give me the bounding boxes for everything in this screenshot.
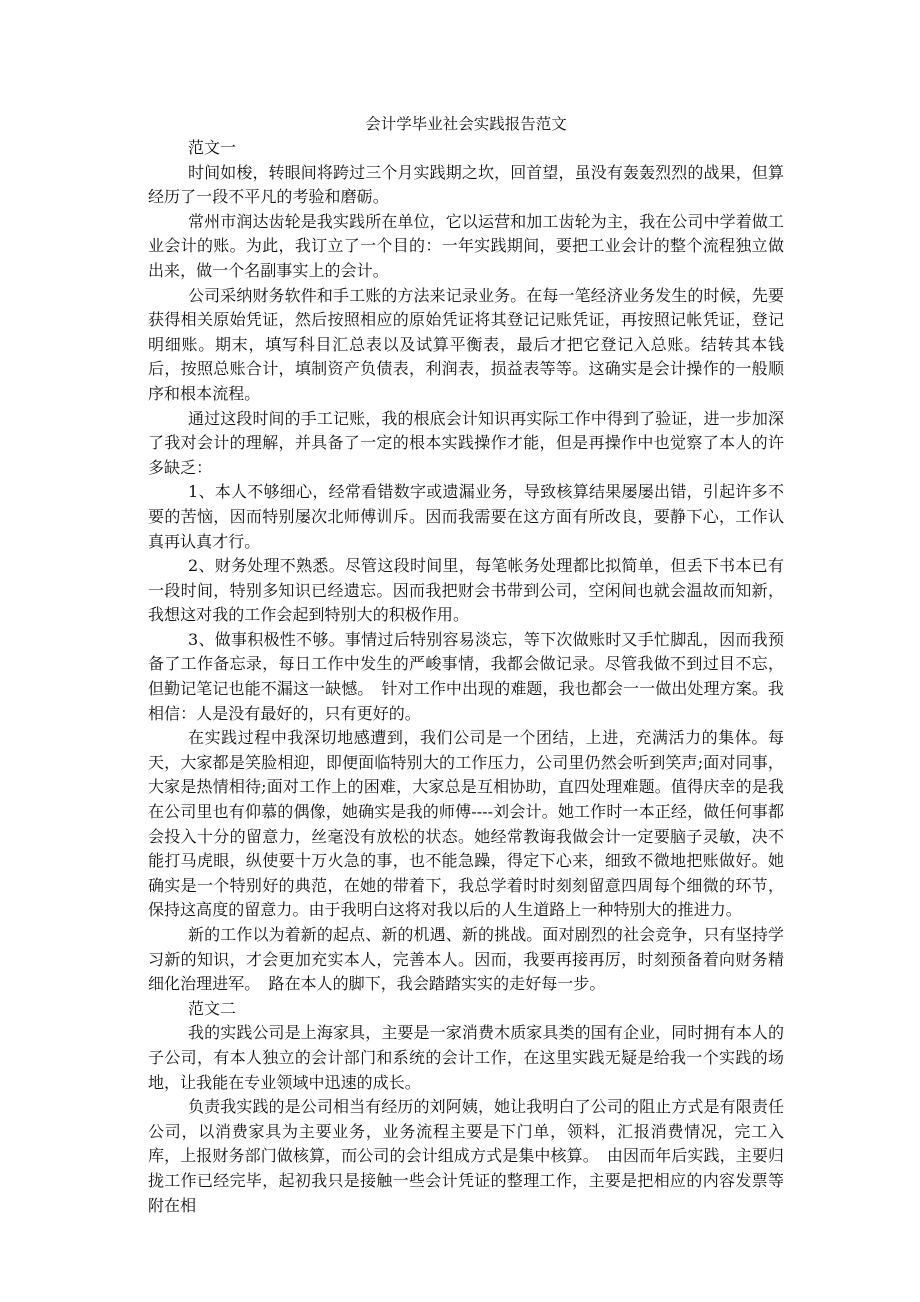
paragraph: 我的实践公司是上海家具，主要是一家消费木质家具类的国有企业，同时拥有本人的子公司，有本人独立的会计部门和系统的会计工作，在这里实践无疑是给我一个实践的场地，让我能在专业领域中迅速的成长。 xyxy=(148,1023,784,1092)
list-item-paragraph: 2、财务处理不熟悉。尽管这段时间里，每笔帐务处理都比拟简单，但丢下书本已有一段时间，特别多知识已经遗忘。因而我把财会书带到公司，空闲间也就会温故而知新，我想这对我的工作会起到特别大的积极作用。 xyxy=(148,556,784,625)
list-item-paragraph: 3、做事积极性不够。事情过后特别容易淡忘，等下次做账时又手忙脚乱，因而我预备了工作备忘录，每日工作中发生的严峻事情，我都会做记录。尽管我做不到过目不忘，但勤记笔记也能不漏这一缺憾。 针对工作中出现的难题，我也都会一一做出处理方案。我相信：人是没有最好的，只有更好的。 xyxy=(148,629,784,723)
paragraph: 公司采纳财务软件和手工账的方法来记录业务。在每一笔经济业务发生的时候，先要获得相关原始凭证，然后按照相应的原始凭证将其登记记账凭证，再按照记帐凭证，登记明细账。期末，填写科目汇总表以及试算平衡表，最后才把它登记入总账。结转其本钱后，按照总账合计，填制资产负债表，利润表，损益表等等。这确实是会计操作的一般顺序和根本流程。 xyxy=(148,285,784,403)
section-heading-2: 范文二 xyxy=(188,998,237,1018)
paragraph: 常州市润达齿轮是我实践所在单位，它以运营和加工齿轮为主，我在公司中学着做工业会计的账。为此，我订立了一个目的：一年实践期间，要把工业会计的整个流程独立做出来，做一个名副事实上的会计。 xyxy=(148,211,784,280)
paragraph: 在实践过程中我深切地感遭到，我们公司是一个团结，上进，充满活力的集体。每天，大家都是笑脸相迎，即便面临特别大的工作压力，公司里仍然会听到笑声;面对同事，大家是热情相待;面对工作上的困难，大家总是互相协助，直四处理难题。值得庆幸的是我在公司里也有仰慕的偶像，她确实是我的师傅----刘会计。她工作时一本正经，做任何事都会投入十分的留意力，丝毫没有放松的状态。她经常教诲我做会计一定要脑子灵敏，决不能打马虎眼，纵使要十万火急的事，也不能急躁，得定下心来，细致不微地把账做好。她确实是一个特别好的典范，在她的带着下，我总学着时时刻刻留意四周每个细微的环节，保持这高度的留意力。由于我明白这将对我以后的人生道路上一种特别大的推进力。 xyxy=(148,728,784,920)
paragraph: 负责我实践的是公司相当有经历的刘阿姨，她让我明白了公司的阻止方式是有限责任公司，以消费家具为主要业务，业务流程主要是下门单，领料，汇报消费情况，完工入库，上报财务部门做核算，而公司的会计组成方式是集中核算。 由因而年后实践，主要归拢工作已经完毕，起初我只是接触一些会计凭证的整理工作，主要是把相应的内容发票等附在相 xyxy=(148,1097,784,1215)
paragraph: 新的工作以为着新的起点、新的机遇、新的挑战。面对剧烈的社会竞争，只有坚持学习新的知识，才会更加充实本人，完善本人。因而，我要再接再厉，时刻预备着向财务精细化治理进军。 路在本人的脚下，我会踏踏实实的走好每一步。 xyxy=(148,925,784,994)
document-title: 会计学毕业社会实践报告范文 xyxy=(365,115,567,133)
paragraph: 通过这段时间的手工记账，我的根底会计知识再实际工作中得到了验证，进一步加深了我对会计的理解，并具备了一定的根本实践操作才能，但是再操作中也觉察了本人的许多缺乏： xyxy=(148,408,784,477)
section-heading-1: 范文一 xyxy=(188,138,237,157)
paragraph: 时间如梭，转眼间将跨过三个月实践期之坎，回首望，虽没有轰轰烈烈的战果，但算经历了一段不平凡的考验和磨砺。 xyxy=(148,162,784,207)
document-page xyxy=(148,112,784,1218)
list-item-paragraph: 1、本人不够细心，经常看错数字或遗漏业务，导致核算结果屡屡出错，引起许多不要的苦恼，因而特别屡次北师傅训斥。因而我需要在这方面有所改良，要静下心，工作认真再认真才行。 xyxy=(148,482,784,551)
